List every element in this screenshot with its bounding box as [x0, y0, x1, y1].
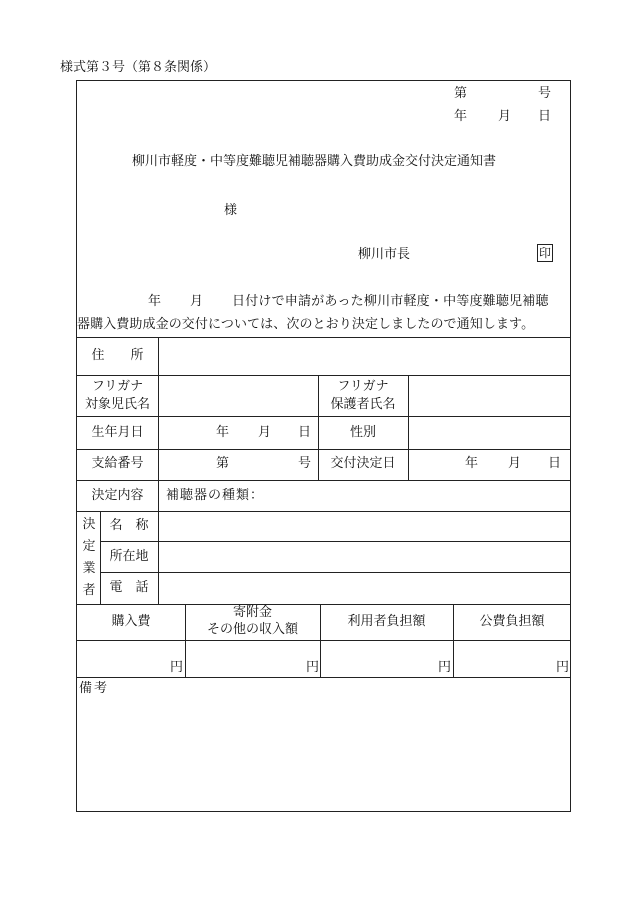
application-date-year: 年 [148, 294, 162, 309]
birth-month-label: 月 [258, 425, 272, 440]
address-label: 住 所 [91, 348, 144, 363]
doc-number-suffix: 号 [538, 86, 552, 101]
table-rule [77, 677, 571, 678]
donation-yen: 円 [306, 660, 320, 675]
donation-label-line1: 寄附金 [232, 605, 272, 620]
table-rule [77, 416, 571, 417]
seal-mark: 印 [538, 246, 551, 260]
payment-number-suffix: 号 [298, 456, 312, 471]
guardian-furigana-label: フリガナ [337, 379, 389, 394]
table-rule [408, 375, 409, 480]
birth-day-label: 日 [298, 425, 312, 440]
child-furigana-label: フリガナ [91, 379, 144, 394]
purchase-cost-yen: 円 [170, 660, 184, 675]
user-burden-label: 利用者負担額 [347, 614, 426, 629]
vendor-group-label: 決定業者 [82, 517, 96, 598]
table-rule [158, 337, 159, 604]
doc-number-prefix: 第 [454, 86, 468, 101]
table-rule [100, 572, 571, 573]
vendor-address-label: 所在地 [109, 549, 149, 564]
application-date-month: 月 [190, 294, 204, 309]
table-rule [77, 480, 571, 481]
vendor-name-label: 名 称 [109, 518, 149, 533]
body-text-line1: 日付けで申請があった柳川市軽度・中等度難聴児補聴 [232, 294, 549, 309]
decision-date-label: 交付決定日 [330, 456, 396, 471]
donation-label-line2: その他の収入額 [206, 622, 298, 637]
table-rule [77, 375, 571, 376]
remarks-label: 備考 [79, 681, 110, 696]
payment-number-prefix: 第 [216, 456, 230, 471]
hearing-aid-type-label: 補聴器の種類： [166, 488, 265, 503]
table-rule [77, 640, 571, 641]
decision-content-label: 決定内容 [91, 488, 144, 503]
form-number-label: 様式第３号（第８条関係） [60, 60, 217, 75]
table-rule [77, 511, 571, 512]
birthdate-label: 生年月日 [91, 425, 144, 440]
table-rule [100, 541, 571, 542]
doc-date-day: 日 [538, 109, 552, 124]
birth-year-label: 年 [216, 425, 230, 440]
table-rule [77, 337, 571, 338]
addressee-suffix: 様 [224, 203, 238, 218]
payment-number-label: 支給番号 [91, 456, 144, 471]
decision-day-label: 日 [548, 456, 562, 471]
guardian-name-label: 保護者氏名 [330, 397, 396, 412]
form-frame [76, 80, 571, 812]
child-name-label: 対象児氏名 [84, 397, 150, 412]
public-burden-label: 公費負担額 [479, 614, 545, 629]
doc-date-year: 年 [454, 109, 468, 124]
user-burden-yen: 円 [438, 660, 452, 675]
purchase-cost-label: 購入費 [111, 614, 151, 629]
decision-year-label: 年 [465, 456, 479, 471]
document-title: 柳川市軽度・中等度難聴児補聴器購入費助成金交付決定通知書 [132, 154, 497, 169]
table-rule [77, 604, 571, 605]
issuer-title: 柳川市長 [358, 247, 411, 262]
public-burden-yen: 円 [556, 660, 570, 675]
decision-month-label: 月 [508, 456, 522, 471]
body-text-line2: 器購入費助成金の交付については、次のとおり決定しましたので通知します。 [77, 317, 535, 332]
sex-label: 性別 [349, 425, 376, 440]
vendor-phone-label: 電 話 [109, 580, 149, 595]
doc-date-month: 月 [498, 109, 512, 124]
table-rule [77, 449, 571, 450]
